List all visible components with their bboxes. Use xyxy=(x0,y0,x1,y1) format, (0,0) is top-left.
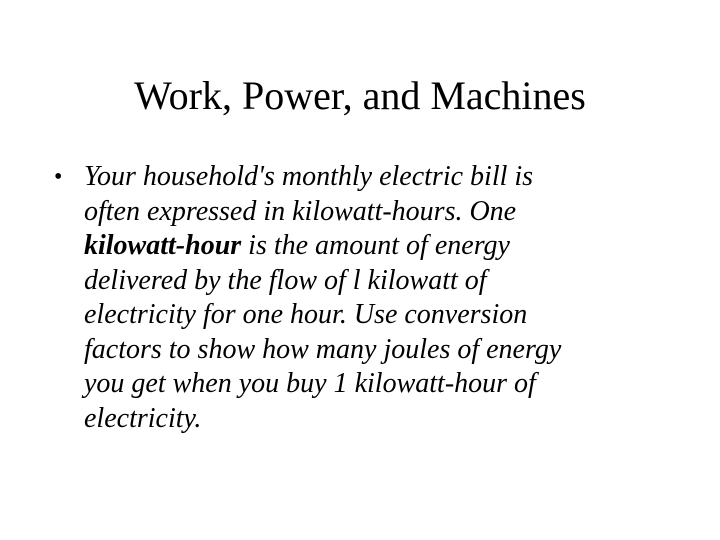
bullet-line-3-rest: is the amount of energy xyxy=(241,230,510,261)
bullet-line-1: Your household's monthly electric bill is xyxy=(84,161,534,192)
bullet-line-6: factors to show how many joules of energy xyxy=(84,333,562,365)
bullet-text xyxy=(84,160,644,436)
bullet-line-5: electricity for one hour. Use conversion xyxy=(84,299,528,330)
bullet-marker: • xyxy=(54,164,63,190)
bullet-line-3 xyxy=(84,229,644,264)
bullet-line-8: electricity. xyxy=(84,402,202,434)
bullet-line-7: you get when you buy 1 kilowatt-hour of xyxy=(84,368,536,399)
bullet-line-2: often expressed in kilowatt-hours. One xyxy=(84,195,517,227)
bullet-item xyxy=(54,160,644,436)
bold-term: kilowatt-hour xyxy=(84,230,242,261)
slide-title: Work, Power, and Machines xyxy=(134,73,586,118)
bullet-line-4: delivered by the flow of l kilowatt of xyxy=(84,264,487,296)
